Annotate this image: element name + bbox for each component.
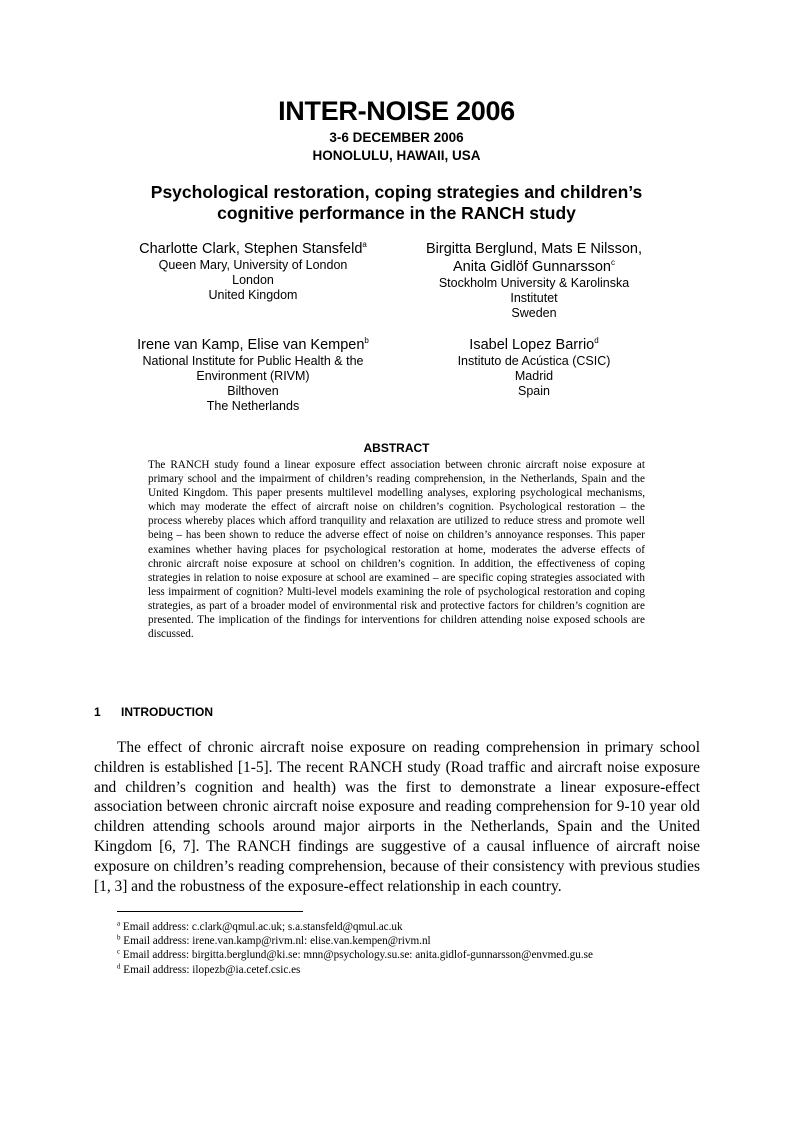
footnote-text: Email address: ilopezb@ia.cetef.csic.es (123, 963, 301, 976)
affiliation-line: Sweden (511, 306, 557, 320)
author-names: Isabel Lopez Barrio$^d$ (469, 336, 599, 353)
author-block-lopez-barrio (400, 336, 668, 399)
section-title: INTRODUCTION (121, 705, 213, 719)
footnote-item (117, 963, 737, 977)
abstract-heading: ABSTRACT (363, 441, 430, 455)
author-names: Anita Gidlöf Gunnarsson$^c$ (453, 258, 615, 275)
paper-title-line-2: cognitive performance in the RANCH study (217, 203, 576, 223)
footnote-mark: c (610, 258, 615, 268)
author-names: Irene van Kamp, Elise van Kempen$^b$ (137, 336, 369, 353)
footnote-separator (117, 911, 303, 912)
conference-location: HONOLULU, HAWAII, USA (312, 148, 481, 163)
affiliation-line: Institutet (510, 291, 558, 305)
introduction-paragraph: The effect of chronic aircraft noise exposure on reading comprehension in primary school children is established [1-5]. The recent RANCH study (Road traffic and aircraft noise exposure and children’s cognition and health) was the first to demonstrate a linear exposure-effect association between chronic aircraft noise exposure and reading comprehension for 9-10 year old children attending schools around major airports in the Netherlands, Spain and the United Kingdom [6, 7]. The RANCH findings are suggestive of a causal influence of aircraft noise exposure on children’s reading comprehension, because of their consistency with previous studies [1, 3] and the robustness of the exposure-effect relationship in each country. (94, 739, 700, 895)
footnote-mark: b (117, 933, 121, 942)
author-names: Birgitta Berglund, Mats E Nilsson, (426, 241, 642, 257)
footnote-mark: a (362, 240, 367, 250)
author-block-van-kamp-van-kempen (118, 336, 388, 414)
footnote-item (117, 948, 737, 962)
paper-title-line-1: Psychological restoration, coping strategies and children’s (150, 182, 643, 202)
footnote-item (117, 920, 737, 934)
affiliation-line: Madrid (514, 369, 554, 383)
section-heading (94, 705, 213, 719)
footnote-mark: d (594, 336, 599, 346)
affiliation-line: National Institute for Public Health & the (142, 354, 364, 368)
author-names: Charlotte Clark, Stephen Stansfeld$^a$ (139, 240, 367, 257)
conference-dates: 3-6 DECEMBER 2006 (329, 130, 464, 145)
affiliation-line: Queen Mary, University of London (158, 258, 348, 272)
author-block-berglund-nilsson-gunnarsson (400, 240, 668, 321)
footnote-mark: c (117, 947, 121, 956)
footnote-mark: d (117, 961, 121, 970)
affiliation-line: Bilthoven (227, 384, 279, 398)
footnote-text: Email address: c.clark@qmul.ac.uk; s.a.stansfeld@qmul.ac.uk (122, 921, 403, 933)
section-number: 1 (94, 705, 101, 719)
author-block-clark-stansfeld (118, 240, 388, 303)
footnote-mark: a (117, 919, 121, 928)
footnote-text: Email address: birgitta.berglund@ki.se: mnn@psychology.su.se: anita.gidlof-gunnarsson@envmed.gu.se (122, 949, 593, 962)
footnote-item (117, 934, 737, 948)
affiliation-line: Spain (518, 384, 550, 398)
abstract-text: The RANCH study found a linear exposure effect association between chronic aircraft noise exposure at primary school and the impairment of children’s reading comprehension, in the Netherlands, Spain and the United Kingdom. This paper presents multilevel modelling analyses, exploring psychological mechanisms, which may moderate the effect of aircraft noise on children’s cognition. Psychological restoration – the process whereby places which afford tranquility and relaxation are utilized to reduce stress and promote well being – has been shown to reduce the adverse effect of noise on children’s annoyance responses. This paper examines whether having places for psychological restoration at home, moderates the adverse effects of chronic aircraft noise exposure at school on children’s cognition. In addition, the effectiveness of coping strategies in relation to noise exposure at school are examined – are specific coping strategies associated with less impairment of cognition? Multi-level models examining the role of psychological restoration and coping strategies, as part of a broader model of environmental risk and protective factors for children’s cognition are presented. The implication of the findings for interventions for children attending noise exposed schools are discussed. (148, 459, 645, 641)
footnote-mark: b (364, 336, 369, 346)
footnotes (117, 920, 737, 977)
affiliation-line: United Kingdom (208, 288, 298, 302)
paper-title (120, 182, 673, 224)
affiliation-line: Environment (RIVM) (196, 369, 310, 383)
affiliation-line: Stockholm University & Karolinska (438, 276, 630, 290)
footnote-text: Email address: irene.van.kamp@rivm.nl: elise.van.kempen@rivm.nl (123, 935, 431, 948)
conference-title: INTER-NOISE 2006 (278, 96, 515, 126)
affiliation-line: Instituto de Acústica (CSIC) (457, 354, 611, 368)
affiliation-line: The Netherlands (206, 399, 300, 413)
affiliation-line: London (232, 273, 274, 287)
